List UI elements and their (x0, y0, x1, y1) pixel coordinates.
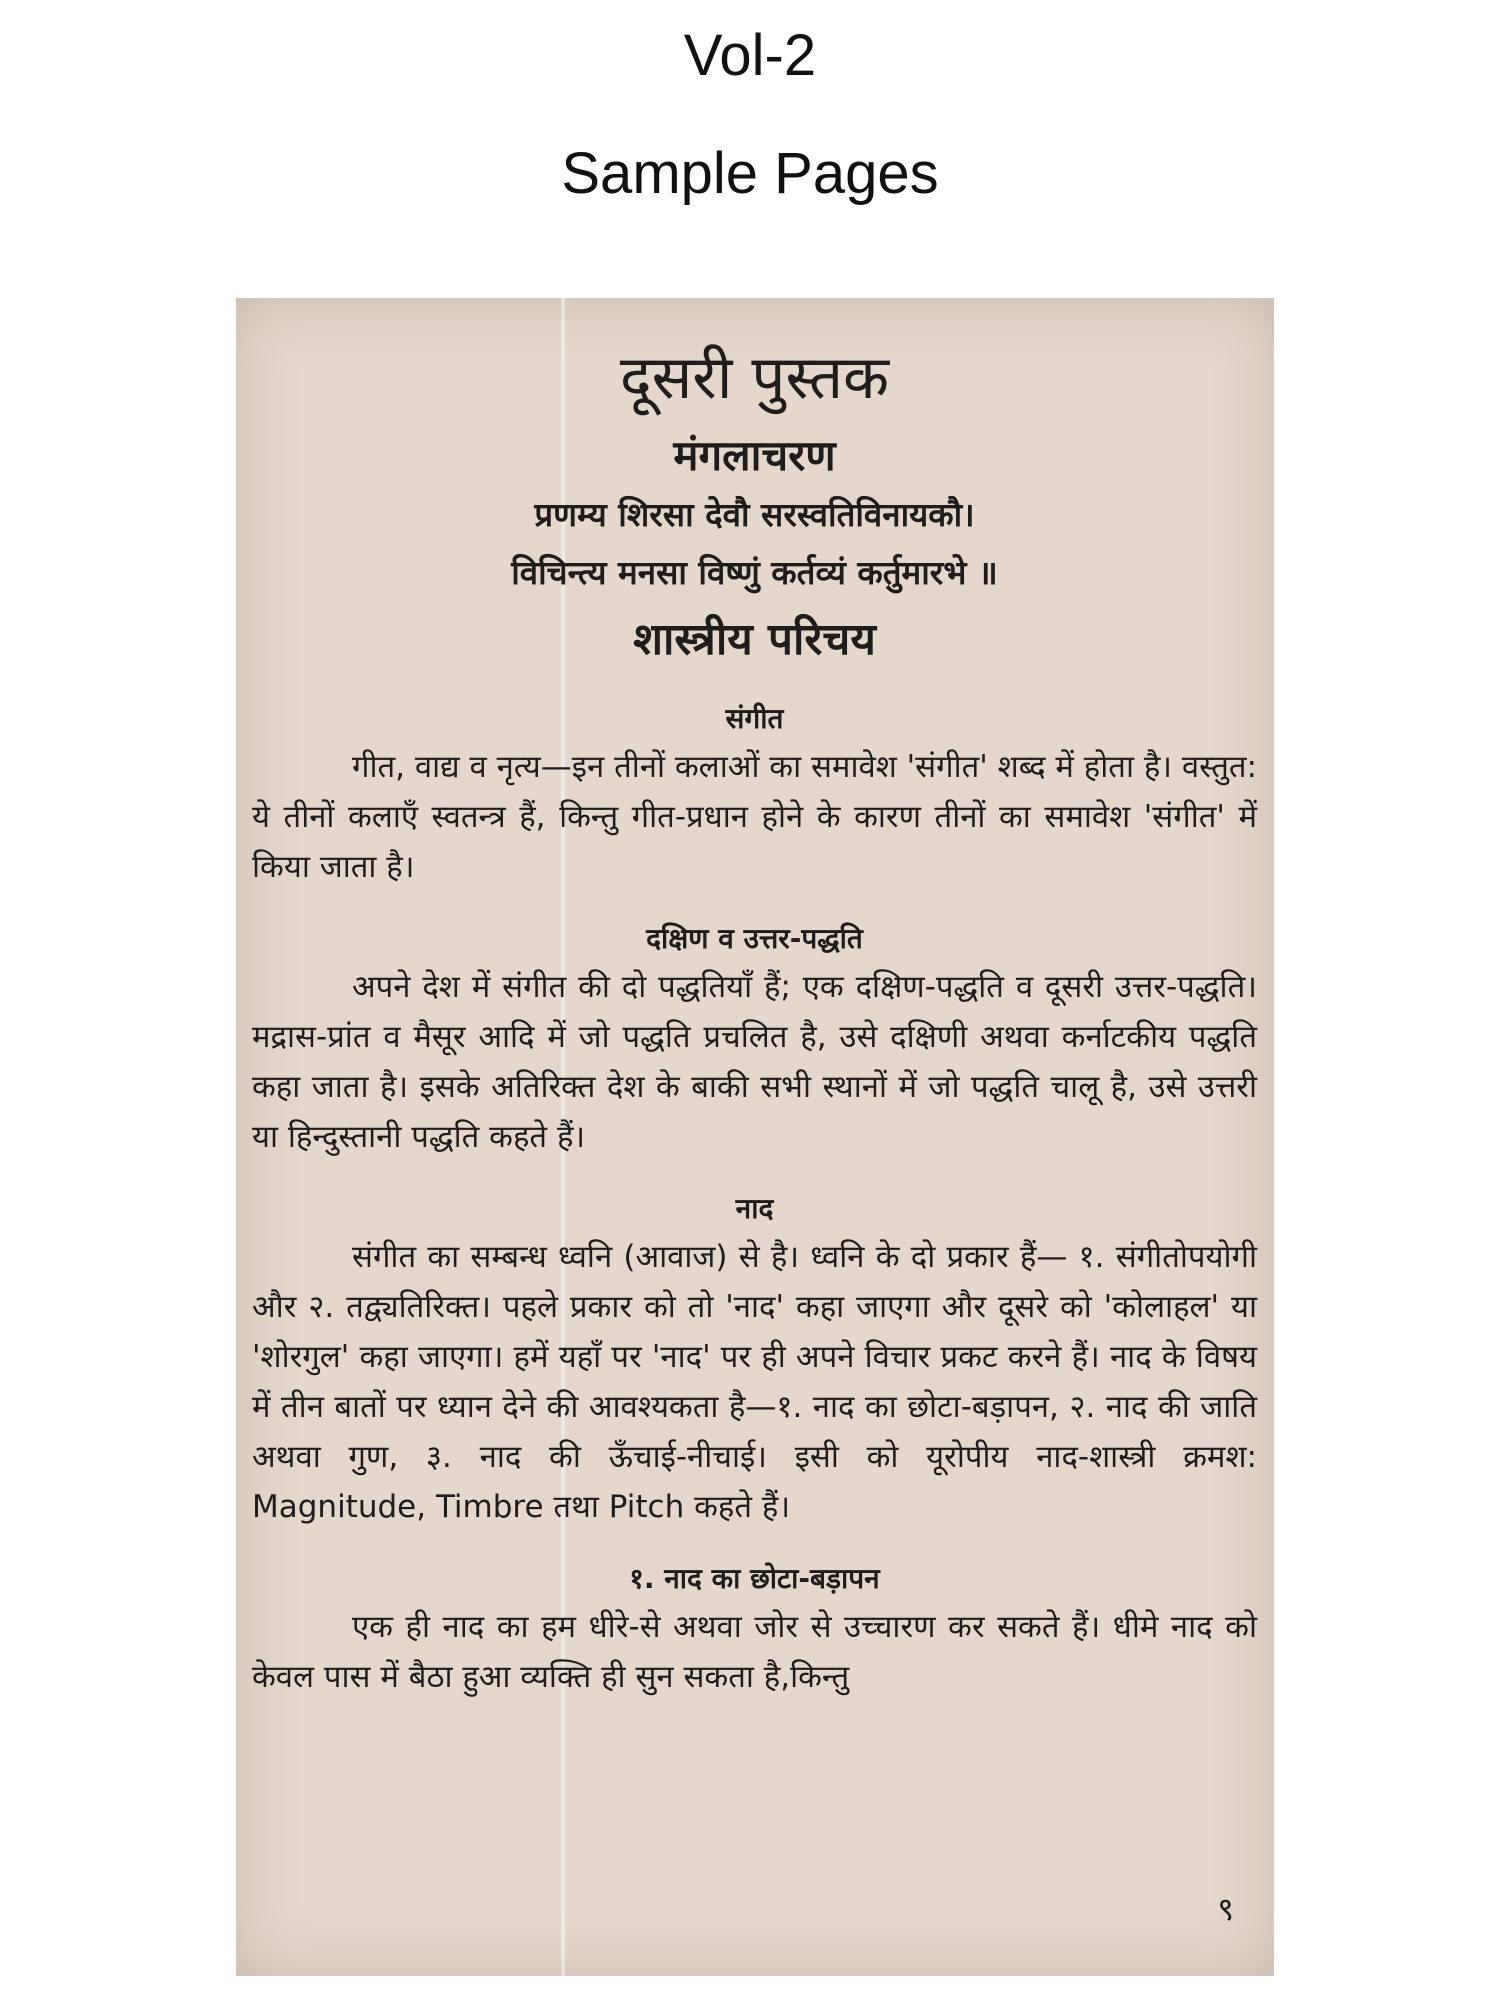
section-heading: शास्त्रीय परिचय (633, 614, 876, 665)
sample-pages-caption: Sample Pages (561, 141, 939, 206)
subsection-heading-sangeet: संगीत (725, 702, 784, 735)
invocation-heading: मंगलाचरण (673, 431, 836, 480)
page-number: ९ (1217, 1890, 1234, 1928)
subsection-heading-magnitude: १. नाद का छोटा-बड़ापन (629, 1562, 880, 1595)
paragraph-paddhati: अपने देश में संगीत की दो पद्धतियाँ हैं; एक दक्षिण-पद्धति व दूसरी उत्तर-पद्धति। मद्रास-प्रांत व मैसूर आदि में जो पद्धति प्रचलित है, उसे दक्षिणी अथवा कर्नाटकीय पद्धति कहा जाता है। इसके अतिरिक्त देश के बाकी सभी स्थानों में जो पद्धति चालू है, उसे उत्तरी या हिन्दुस्तानी पद्धति कहते हैं। (252, 969, 1257, 1155)
paragraph-magnitude: एक ही नाद का हम धीरे-से अथवा जोर से उच्चारण कर सकते हैं। धीमे नाद को केवल पास में बैठा हुआ व्यक्ति ही सुन सकता है,किन्तु (252, 1609, 1257, 1695)
page-content (252, 298, 1257, 1702)
verse-line-1: प्रणम्य शिरसा देवौ सरस्वतिविनायकौ। (534, 495, 975, 534)
subsection-heading-naad: नाद (735, 1192, 774, 1225)
scanned-book-page (236, 298, 1274, 1976)
book-title: दूसरी पुस्तक (619, 343, 890, 413)
volume-caption: Vol-2 (683, 23, 817, 88)
paragraph-naad: संगीत का सम्बन्ध ध्वनि (आवाज) से है। ध्वनि के दो प्रकार हैं— १. संगीतोपयोगी और २. तद्व्यतिरिक्त। पहले प्रकार को तो 'नाद' कहा जाएगा और दूसरे को 'कोलाहल' या 'शोरगुल' कहा जाएगा। हमें यहाँ पर 'नाद' पर ही अपने विचार प्रकट करने हैं। नाद के विषय में तीन बातों पर ध्यान देने की आवश्यकता है—१. नाद का छोटा-बड़ापन, २. नाद की जाति अथवा गुण, ३. नाद की ऊँचाई-नीचाई। इसी को यूरोपीय नाद-शास्त्री क्रमश: Magnitude, Timbre तथा Pitch कहते हैं। (252, 1239, 1257, 1525)
subsection-heading-paddhati: दक्षिण व उत्तर-पद्धति (646, 922, 863, 955)
verse-line-2: विचिन्त्य मनसा विष्णुं कर्तव्यं कर्तुमारभे ॥ (511, 553, 998, 592)
paragraph-sangeet: गीत, वाद्य व नृत्य—इन तीनों कलाओं का समावेश 'संगीत' शब्द में होता है। वस्तुत: ये तीनों कलाएँ स्वतन्त्र हैं, किन्तु गीत-प्रधान होने के कारण तीनों का समावेश 'संगीत' में किया जाता है। (252, 749, 1257, 885)
